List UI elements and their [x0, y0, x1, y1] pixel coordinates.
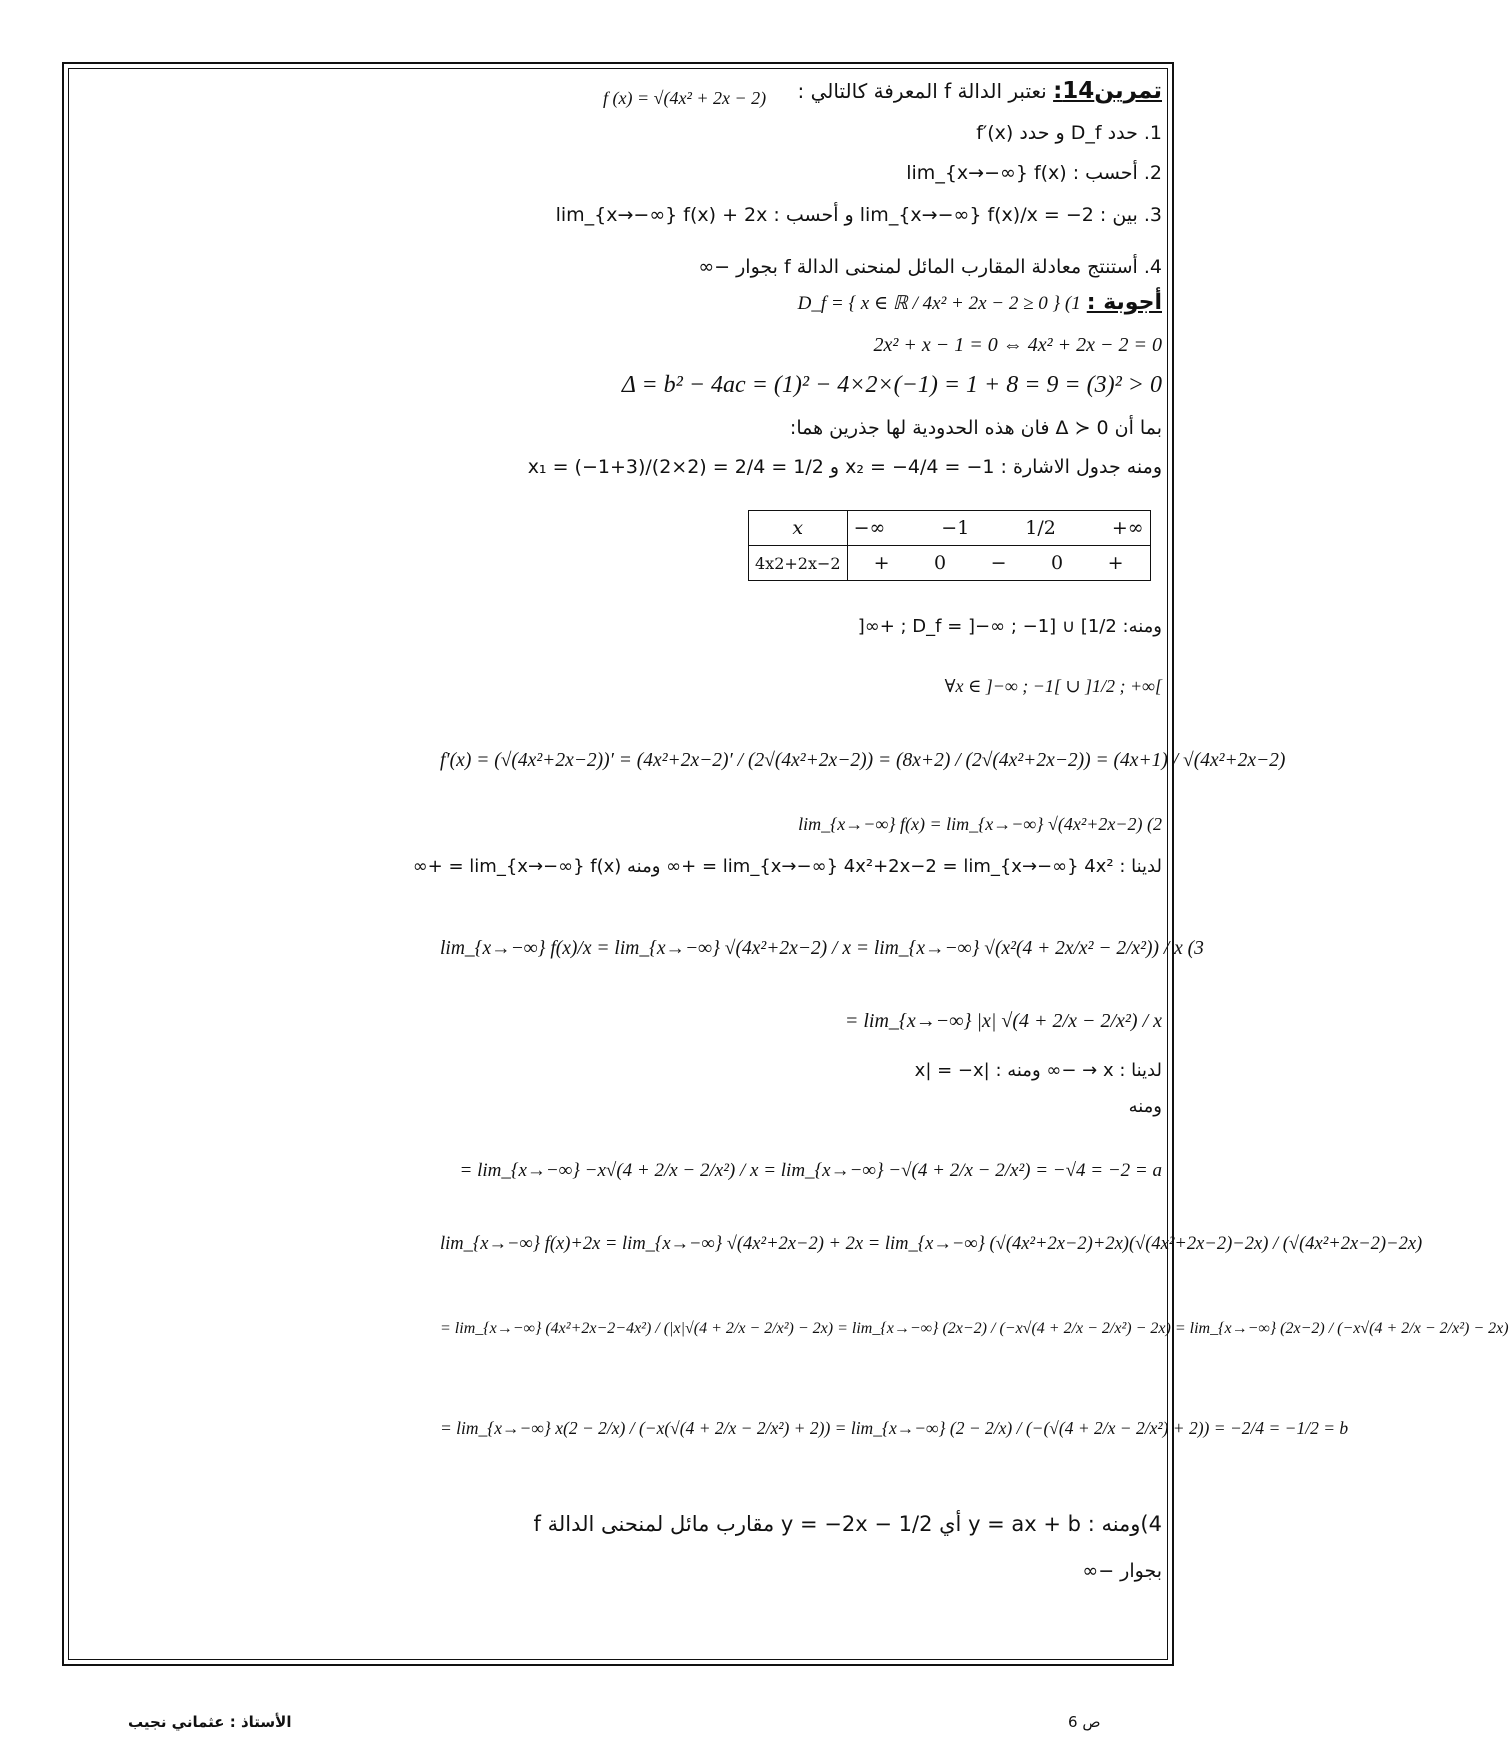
limit-f-over-x-step2: = lim_{x→−∞} |x| √(4 + 2/x − 2/x²) / x — [844, 1010, 1162, 1032]
sign-table — [748, 510, 1151, 581]
derivability-interval: ∀x ∈ ]−∞ ; −1[ ∪ ]1/2 ; +∞[ — [944, 676, 1162, 696]
answers-title: أجوبة : — [1086, 290, 1162, 315]
function-definition: f (x) = √(4x² + 2x − 2) — [603, 88, 767, 108]
slope-result: = lim_{x→−∞} −x√(4 + 2/x − 2/x²) / x = lim_{x→−∞} −√(4 + 2/x − 2/x²) = −√4 = −2 = a — [459, 1160, 1162, 1181]
question-3: 3. بين : lim_{x→−∞} f(x)/x = −2 و أحسب : lim_{x→−∞} f(x) + 2x — [555, 204, 1162, 226]
exercise-header — [798, 78, 1162, 104]
therefore-label: ومنه — [1128, 1096, 1162, 1117]
question-2: 2. أحسب : lim_{x→−∞} f(x) — [906, 162, 1162, 184]
sign-cell: + — [1107, 552, 1124, 574]
sign-table-row-label: 4x2+2x−2 — [749, 546, 848, 581]
answers-header — [798, 290, 1162, 315]
limit-f-over-x-step1: lim_{x→−∞} f(x)/x = lim_{x→−∞} √(4x²+2x−2) / x = lim_{x→−∞} √(x²(4 + 2x/x² − 2/x²)) / x (3 — [440, 938, 1204, 959]
absolute-value-note: لدينا : x → −∞ ومنه : |x| = −x — [914, 1060, 1162, 1081]
asymptote-neighborhood: بجوار −∞ — [1082, 1560, 1162, 1582]
sign-cell: − — [990, 552, 1007, 574]
sign-table-root-2: 1/2 — [1025, 517, 1056, 539]
sign-cell: 0 — [934, 552, 947, 574]
sign-table-minus-infinity: −∞ — [853, 517, 886, 539]
roots-values: ومنه جدول الاشارة : x₂ = −4/4 = −1 و x₁ = (−1+3)/(2×2) = 2/4 = 1/2 — [527, 456, 1162, 478]
discriminant-line: Δ = b² − 4ac = (1)² − 4×2×(−1) = 1 + 8 = 9 = (3)² > 0 — [621, 372, 1162, 398]
exercise-intro: نعتبر الدالة f المعرفة كالتالي : — [797, 79, 1047, 103]
question-1: 1. حدد D_f و حدد f′(x) — [976, 122, 1162, 144]
asymptote-equation: 4)ومنه : y = ax + b أي y = −2x − 1/2 مقارب مائل لمنحنى الدالة f — [533, 1512, 1162, 1536]
exercise-title: تمرين14: — [1053, 78, 1162, 104]
question-4: 4. أستنتج معادلة المقارب المائل لمنحنى الدالة f بجوار −∞ — [698, 256, 1162, 278]
intercept-result: = lim_{x→−∞} x(2 − 2/x) / (−x(√(4 + 2/x − 2/x²) + 2)) = lim_{x→−∞} (2 − 2/x) / (−(√(4 + 2/x − 2/x²) + 2)) = −2/4 = −1/2 = b — [440, 1418, 1349, 1438]
sign-table-x-header: x — [749, 511, 848, 546]
sign-table-root-1: −1 — [941, 517, 970, 539]
derivative-computation: f′(x) = (√(4x²+2x−2))′ = (4x²+2x−2)′ / (2√(4x²+2x−2)) = (8x+2) / (2√(4x²+2x−2)) = (4x+1) / √(4x²+2x−2) — [440, 750, 1286, 771]
page-number: ص 6 — [1068, 1713, 1101, 1731]
limit-result-2: لدينا : lim_{x→−∞} 4x²+2x−2 = lim_{x→−∞} 4x² = +∞ ومنه lim_{x→−∞} f(x) = +∞ — [412, 856, 1162, 877]
domain-set-definition: D_f = { x ∈ ℝ / 4x² + 2x − 2 ≥ 0 } (1 — [797, 293, 1081, 314]
sign-cell: + — [873, 552, 890, 574]
teacher-name: الأستاذ : عثماني نجيب — [128, 1713, 292, 1731]
limit-plus-2x-step1: lim_{x→−∞} f(x)+2x = lim_{x→−∞} √(4x²+2x−2) + 2x = lim_{x→−∞} (√(4x²+2x−2)+2x)(√(4x²+2x−2)−2x) / (√(4x²+2x−2)−2x) — [440, 1234, 1423, 1254]
sign-table-plus-infinity: +∞ — [1111, 517, 1144, 539]
limit-question-2: lim_{x→−∞} f(x) = lim_{x→−∞} √(4x²+2x−2) (2 — [798, 814, 1162, 834]
quadratic-equivalence: 2x² + x − 1 = 0 ⇔ 4x² + 2x − 2 = 0 — [873, 334, 1162, 356]
roots-statement: بما أن Δ ≻ 0 فان هذه الحدودية لها جذرين هما: — [789, 417, 1162, 439]
domain-result: ومنه: D_f = ]−∞ ; −1] ∪ [1/2 ; +∞[ — [857, 616, 1162, 637]
limit-plus-2x-step2: = lim_{x→−∞} (4x²+2x−2−4x²) / (|x|√(4 + 2/x − 2/x²) − 2x) = lim_{x→−∞} (2x−2) / (−x√(4 + 2/x − 2/x²) − 2x) = lim_{x→−∞} (2x−2) / (−x√(4 + 2/x − 2/x²) − 2x) — [440, 1320, 1509, 1337]
sign-cell: 0 — [1051, 552, 1064, 574]
